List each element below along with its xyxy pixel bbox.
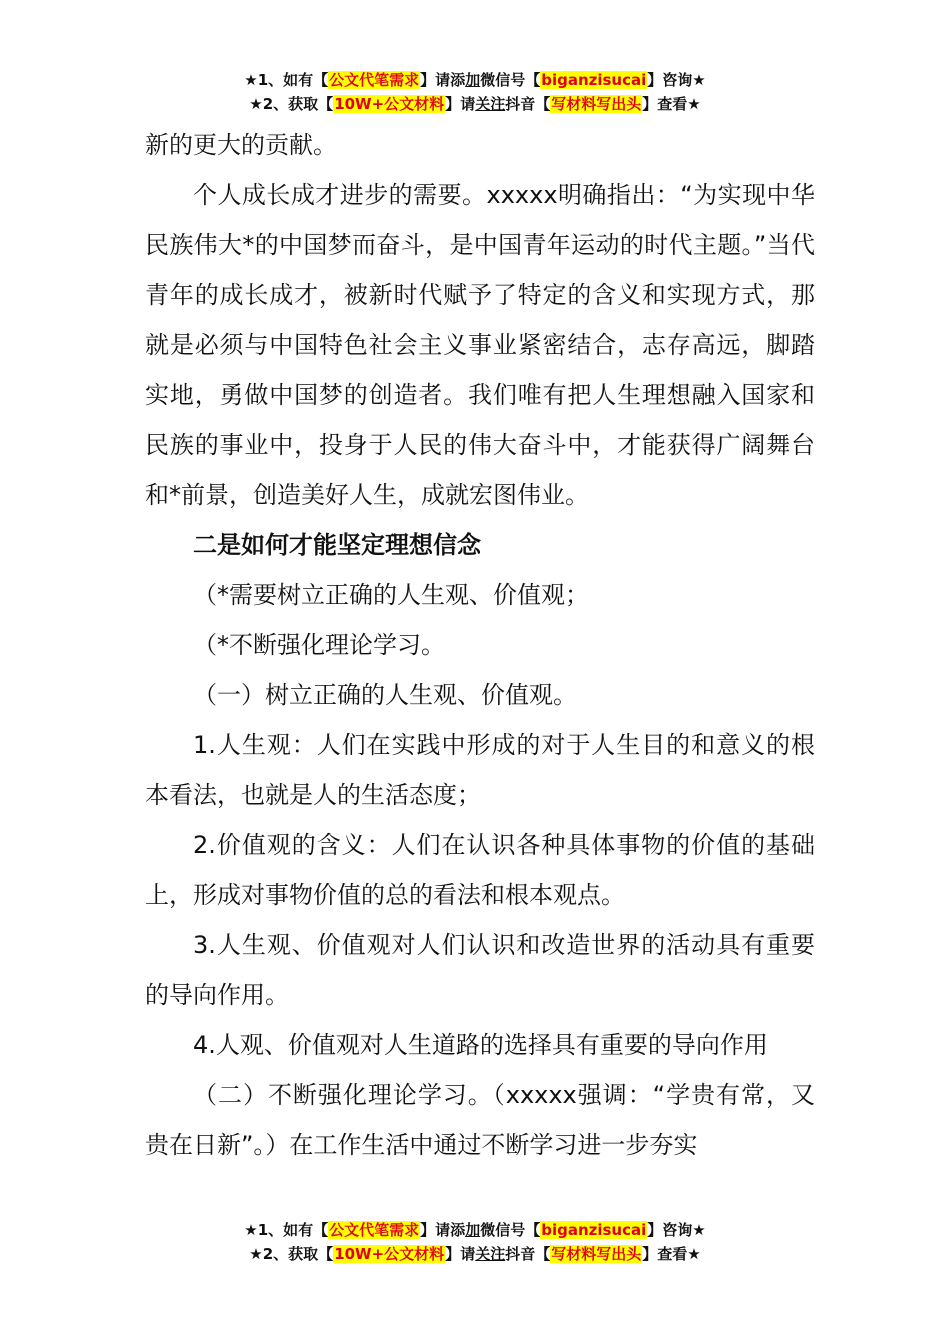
header-banner (0, 68, 950, 116)
banner-underlined-text: 加 (465, 1221, 481, 1239)
highlight-wechat-id: biganzisucai (541, 71, 647, 89)
banner-text: 】请添 (420, 71, 466, 89)
list-item: （*需要树立正确的人生观、价值观； (193, 581, 589, 609)
banner-line-1 (0, 1218, 950, 1242)
highlight-materials: 10W+公文材料 (334, 95, 445, 113)
section-heading: 二是如何才能坚定理想信念 (193, 531, 481, 559)
banner-line-2 (0, 1242, 950, 1266)
paragraph-continuation: 新的更大的贡献。 (145, 131, 337, 159)
banner-text: 抖音【 (505, 1245, 551, 1263)
banner-text: ★1、如有【 (244, 71, 329, 89)
banner-text: 】请添 (420, 1221, 466, 1239)
banner-text: 】咨询★ (647, 71, 706, 89)
banner-text: 微信号【 (480, 71, 541, 89)
paragraph-personal-growth: 个人成长成才进步的需要。xxxxx明确指出：“为实现中华民族伟大*的中国梦而奋斗，是中国青年运动的时代主题。”当代青年的成长成才，被新时代赋予了特定的含义和实现方式，那就是必须与中国特色社会主义事业紧密结合，志存高远，脚踏实地，勇做中国梦的创造者。我们唯有把人生理想融入国家和民族的事业中，投身于人民的伟大奋斗中，才能获得广阔舞台和*前景，创造美好人生，成就宏图伟业。 (145, 181, 815, 509)
banner-text: ★2、获取【 (249, 1245, 334, 1263)
subsection-paragraph: （二）不断强化理论学习。（xxxxx强调：“学贵有常，又贵在日新”。）在工作生活中通过不断学习进一步夯实 (145, 1081, 815, 1159)
numbered-item: 4.人观、价值观对人生道路的选择具有重要的导向作用 (193, 1031, 768, 1059)
highlight-douyin-account: 写材料写出头 (551, 1245, 642, 1263)
numbered-item: 3.人生观、价值观对人们认识和改造世界的活动具有重要的导向作用。 (145, 931, 815, 1009)
banner-underlined-text: 关注 (475, 1245, 506, 1263)
footer-banner (0, 1218, 950, 1266)
highlight-wechat-id: biganzisucai (541, 1221, 647, 1239)
banner-underlined-text: 关注 (475, 95, 506, 113)
highlight-douyin-account: 写材料写出头 (551, 95, 642, 113)
banner-text: 】查看★ (642, 95, 701, 113)
banner-text: 】查看★ (642, 1245, 701, 1263)
banner-text: 】咨询★ (647, 1221, 706, 1239)
banner-underlined-text: 加 (465, 71, 481, 89)
banner-text: 抖音【 (505, 95, 551, 113)
banner-line-1 (0, 68, 950, 92)
document-body (145, 120, 815, 1170)
numbered-item: 1.人生观：人们在实践中形成的对于人生目的和意义的根本看法，也就是人的生活态度； (145, 731, 815, 809)
banner-text: ★1、如有【 (244, 1221, 329, 1239)
banner-text: ★2、获取【 (249, 95, 334, 113)
banner-line-2 (0, 92, 950, 116)
banner-text: 】请 (445, 1245, 476, 1263)
subsection-heading: （一）树立正确的人生观、价值观。 (193, 681, 577, 709)
banner-text: 微信号【 (480, 1221, 541, 1239)
numbered-item: 2.价值观的含义：人们在认识各种具体事物的价值的基础上，形成对事物价值的总的看法和根本观点。 (145, 831, 815, 909)
highlight-service: 公文代笔需求 (329, 1221, 420, 1239)
banner-text: 】请 (445, 95, 476, 113)
highlight-service: 公文代笔需求 (329, 71, 420, 89)
list-item: （*不断强化理论学习。 (193, 631, 445, 659)
highlight-materials: 10W+公文材料 (334, 1245, 445, 1263)
